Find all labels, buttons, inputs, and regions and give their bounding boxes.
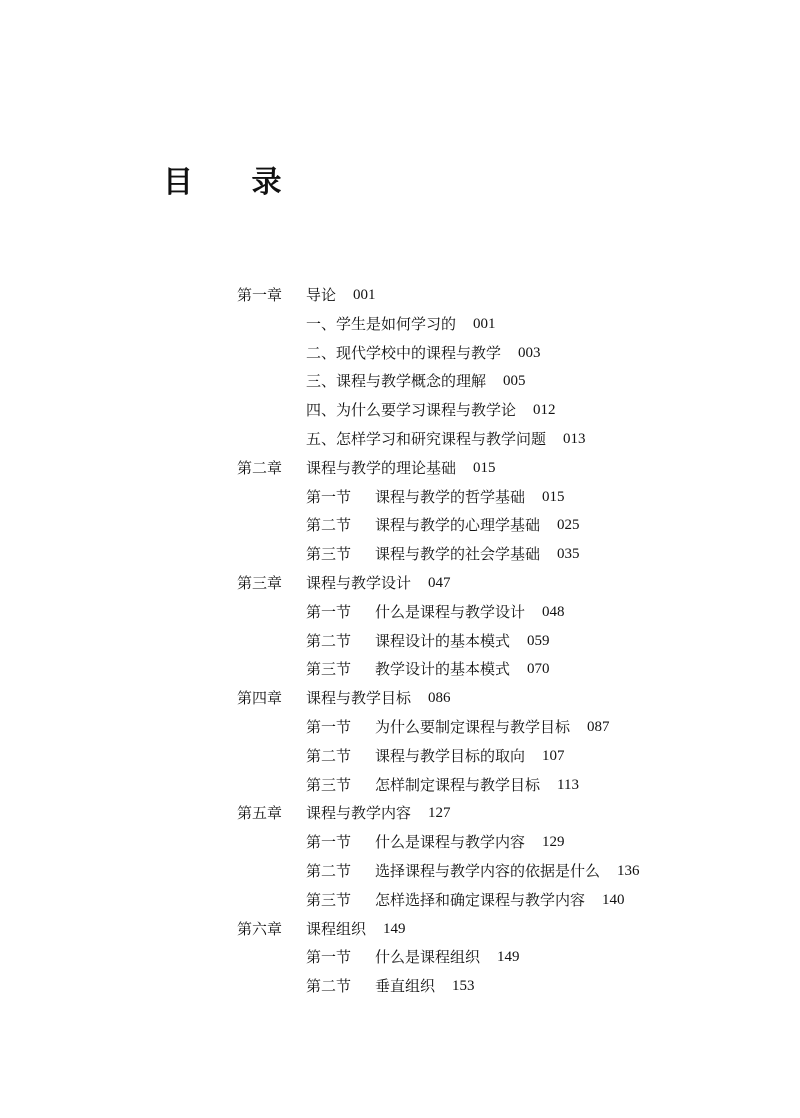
chapter-title: 课程与教学的理论基础 bbox=[306, 458, 457, 477]
entry-title: 课程与教学的社会学基础 bbox=[375, 545, 541, 564]
chapter-title: 课程组织 bbox=[306, 919, 367, 938]
toc-entry-row[interactable] bbox=[237, 598, 640, 627]
entry-title: 选择课程与教学内容的依据是什么 bbox=[375, 861, 601, 880]
toc-entry-row[interactable] bbox=[237, 367, 640, 396]
page-number: 015 bbox=[473, 459, 496, 476]
toc-chapter-row[interactable] bbox=[237, 281, 640, 310]
section-number: 第一节 bbox=[306, 833, 352, 852]
section-number: 第三节 bbox=[306, 660, 352, 679]
section-number: 第三节 bbox=[306, 545, 352, 564]
entry-title: 五、怎样学习和研究课程与教学问题 bbox=[306, 429, 547, 448]
toc-entry-row[interactable] bbox=[237, 396, 640, 425]
toc-entry-row[interactable] bbox=[237, 310, 640, 339]
toc-chapter-row[interactable] bbox=[237, 454, 640, 483]
entry-title: 三、课程与教学概念的理解 bbox=[306, 372, 487, 391]
page-number: 087 bbox=[587, 718, 610, 735]
entry-title: 垂直组织 bbox=[375, 977, 436, 996]
entry-title: 课程与教学的心理学基础 bbox=[375, 516, 541, 535]
chapter-number: 第三章 bbox=[237, 573, 283, 592]
toc-entry-row[interactable] bbox=[237, 771, 640, 800]
toc-entry-row[interactable] bbox=[237, 627, 640, 656]
chapter-number: 第六章 bbox=[237, 919, 283, 938]
chapter-number: 第一章 bbox=[237, 286, 283, 304]
page-number: 107 bbox=[542, 747, 565, 764]
page-number: 127 bbox=[428, 805, 451, 822]
entry-title: 四、为什么要学习课程与教学论 bbox=[306, 401, 517, 420]
page-number: 086 bbox=[428, 690, 451, 707]
entry-title: 课程与教学的哲学基础 bbox=[375, 487, 526, 506]
page-number: 012 bbox=[533, 402, 556, 419]
section-number: 第二节 bbox=[306, 861, 352, 880]
toc-entry-row[interactable] bbox=[237, 511, 640, 540]
section-number: 第三节 bbox=[306, 775, 352, 794]
toc-chapter-row[interactable] bbox=[237, 799, 640, 828]
entry-title: 课程设计的基本模式 bbox=[375, 631, 511, 650]
toc-chapter-row[interactable] bbox=[237, 569, 640, 598]
toc-entry-row[interactable] bbox=[237, 483, 640, 512]
page-number: 136 bbox=[617, 862, 640, 879]
page-number: 129 bbox=[542, 834, 565, 851]
toc-entry-row[interactable] bbox=[237, 857, 640, 886]
page-number: 153 bbox=[452, 978, 475, 995]
entry-title: 什么是课程与教学设计 bbox=[375, 602, 526, 621]
page-number: 025 bbox=[557, 517, 580, 534]
entry-title: 一、学生是如何学习的 bbox=[306, 314, 457, 333]
section-number: 第二节 bbox=[306, 516, 352, 535]
page-number: 003 bbox=[518, 344, 541, 361]
chapter-title: 课程与教学设计 bbox=[306, 573, 412, 592]
page-number: 059 bbox=[527, 632, 550, 649]
toc-entry-row[interactable] bbox=[237, 742, 640, 771]
chapter-number: 第五章 bbox=[237, 804, 283, 823]
page-number: 001 bbox=[353, 287, 376, 303]
page-number: 048 bbox=[542, 603, 565, 620]
chapter-number: 第二章 bbox=[237, 458, 283, 477]
page-number: 015 bbox=[542, 488, 565, 505]
toc-chapter-row[interactable] bbox=[237, 915, 640, 944]
page-number: 070 bbox=[527, 661, 550, 678]
page-number: 013 bbox=[563, 430, 586, 447]
section-number: 第二节 bbox=[306, 631, 352, 650]
entry-title: 为什么要制定课程与教学目标 bbox=[375, 717, 571, 736]
entry-title: 教学设计的基本模式 bbox=[375, 660, 511, 679]
chapter-title: 导论 bbox=[306, 286, 337, 304]
toc-entry-row[interactable] bbox=[237, 425, 640, 454]
entry-title: 怎样选择和确定课程与教学内容 bbox=[375, 890, 586, 909]
section-number: 第一节 bbox=[306, 487, 352, 506]
section-number: 第二节 bbox=[306, 977, 352, 996]
page-title: 目 录 bbox=[163, 165, 306, 200]
entry-title: 怎样制定课程与教学目标 bbox=[375, 775, 541, 794]
section-number: 第二节 bbox=[306, 746, 352, 765]
toc-entry-row[interactable] bbox=[237, 540, 640, 569]
page-number: 113 bbox=[557, 776, 579, 793]
page-number: 149 bbox=[383, 920, 406, 937]
chapter-title: 课程与教学内容 bbox=[306, 804, 412, 823]
entry-title: 课程与教学目标的取向 bbox=[375, 746, 526, 765]
chapter-title: 课程与教学目标 bbox=[306, 689, 412, 708]
section-number: 第一节 bbox=[306, 717, 352, 736]
toc-chapter-row[interactable] bbox=[237, 684, 640, 713]
page-number: 001 bbox=[473, 315, 496, 332]
page-number: 035 bbox=[557, 546, 580, 563]
toc-entry-row[interactable] bbox=[237, 828, 640, 857]
toc-entry-row[interactable] bbox=[237, 655, 640, 684]
page-number: 047 bbox=[428, 574, 451, 591]
chapter-number: 第四章 bbox=[237, 689, 283, 708]
table-of-contents bbox=[237, 281, 640, 1001]
toc-entry-row[interactable] bbox=[237, 972, 640, 1001]
toc-entry-row[interactable] bbox=[237, 943, 640, 972]
toc-entry-row[interactable] bbox=[237, 886, 640, 915]
entry-title: 什么是课程与教学内容 bbox=[375, 833, 526, 852]
page-number: 140 bbox=[602, 891, 625, 908]
entry-title: 什么是课程组织 bbox=[375, 948, 481, 967]
page-number: 149 bbox=[497, 949, 520, 966]
section-number: 第三节 bbox=[306, 890, 352, 909]
toc-entry-row[interactable] bbox=[237, 713, 640, 742]
page-number: 005 bbox=[503, 373, 526, 390]
section-number: 第一节 bbox=[306, 602, 352, 621]
section-number: 第一节 bbox=[306, 948, 352, 967]
entry-title: 二、现代学校中的课程与教学 bbox=[306, 343, 502, 362]
toc-entry-row[interactable] bbox=[237, 339, 640, 368]
